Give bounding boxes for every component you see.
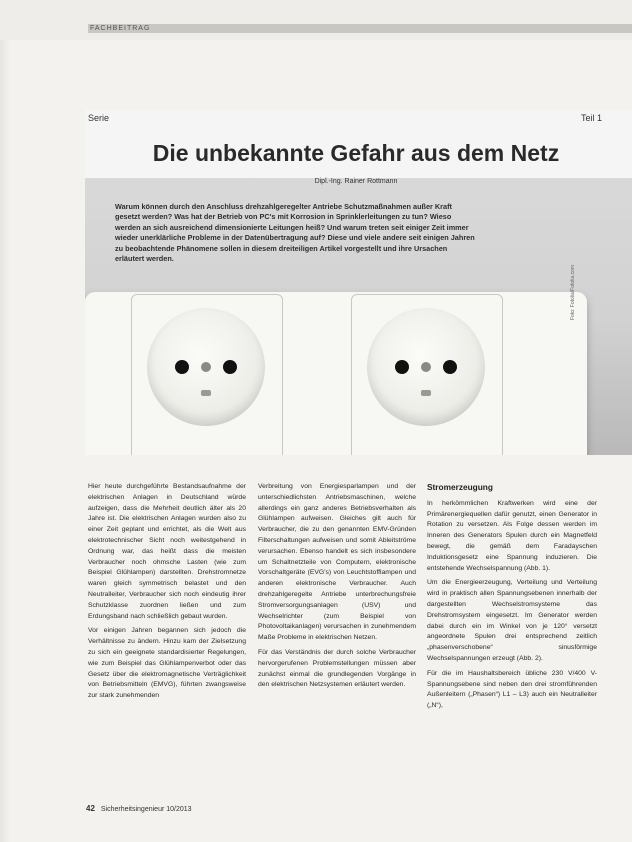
scan-edge bbox=[0, 40, 10, 842]
paragraph: In herkömmlichen Kraftwerken wird eine der Primärenergiequellen dafür genutzt, einen Generator in Rotation zu versetzen. Als Folge dessen werden im Inneren des Generators Spulen durch ein Magnetfeld bewegt, die gemäß dem Faradayschen Induktionsgesetz eine Spannung induzieren. Die entstehende Wechselspannung (Abb. 1). bbox=[427, 499, 597, 572]
page-number: 42 bbox=[86, 804, 95, 813]
article-author: Dipl.-Ing. Rainer Rottmann bbox=[314, 178, 398, 185]
text-column-1 bbox=[88, 482, 246, 706]
subheading: Stromerzeugung bbox=[427, 482, 493, 492]
socket-hole bbox=[175, 360, 189, 374]
socket-hole bbox=[443, 360, 457, 374]
socket-hole bbox=[395, 360, 409, 374]
part-label: Teil 1 bbox=[580, 113, 602, 123]
page-footer bbox=[86, 804, 192, 813]
paragraph: Vor einigen Jahren begannen sich jedoch die Verhältnisse zu ändern. Hinzu kam der Zielsetzung zu sich ein geeignete standardisierter Regelungen, wie zum Beispiel das Glühlampenverbot oder das Gesetz über die elektromagnetische Verträglichkeit von Betriebsmitteln (EMVG), führten zwangsweise zur stark zunehmenden bbox=[88, 627, 246, 700]
article-title: Die unbekannte Gefahr aus dem Netz bbox=[152, 140, 560, 166]
paragraph: Für die im Haushaltsbereich übliche 230 V/400 V-Spannungsebene sind neben den drei stromführenden Außenleitern („Phasen“) L1 – L3) auch ein Neutralleiter („N“), bbox=[427, 669, 597, 710]
publication-name: Sicherheitsingenieur 10/2013 bbox=[100, 806, 192, 813]
paragraph: Hier heute durchgeführte Bestandsaufnahme der elektrischen Anlagen in Deutschland würde aufzeigen, dass die Mehrheit deutlich älter als 20 Jahre ist. Die elektrischen Anlagen wurden also zu einer Zeit geplant und errichtet, als die Welt aus elektrotechnischer Sicht noch weitestgehend in Ordnung war, das heißt dass die meisten Verbraucher noch ohmsche Lasten (wie zum Beispiel Glühlampen) darstellten. Drehstromnetze waren gleich symmetrisch belastet und den Neutralleiter, Verbraucher sich noch eindeutig ihrer Schutzklasse zuordnen ließen und zum Erdungsband nach schließlich gebaut wurden. bbox=[88, 483, 246, 620]
socket-pin bbox=[421, 362, 431, 372]
photo-credit: Foto: Fotolia/Fotolia.com bbox=[570, 264, 576, 320]
socket-hole bbox=[223, 360, 237, 374]
series-label: Serie bbox=[88, 113, 110, 123]
socket-left bbox=[147, 308, 265, 426]
page-top-margin bbox=[0, 0, 632, 40]
section-tag bbox=[88, 24, 632, 33]
ground-contact bbox=[201, 390, 211, 396]
article-lead: Warum können durch den Anschluss drehzahlgeregelter Antriebe Schutzmaßnahmen außer Kraft gesetzt werden? Was hat der Betrieb von PC's mit Korrosion in Sprinklerleitungen zu tun? Wieso werden an sich ausreichend dimensionierte Leitungen heiß? Und warum treten seit einiger Zeit immer wieder unerklärliche Probleme in der Datenübertragung auf? Diese und viele andere seit einigen Jahren zu beobachtende Phänomene sollen in diesem dreiteiligen Artikel vorgestellt und ihre Ursachen erläutert werden. bbox=[115, 202, 475, 264]
section-tag-label: FACHBEITRAG bbox=[90, 25, 151, 32]
text-column-3 bbox=[427, 482, 597, 716]
paragraph: Für das Verständnis der durch solche Verbraucher hervorgerufenen Problemstellungen müssen aber zunächst einmal die grundlegenden Vorgänge in den elektrischen Netzsystemen erläutert werden. bbox=[258, 648, 416, 689]
socket-pin bbox=[201, 362, 211, 372]
text-column-2 bbox=[258, 482, 416, 695]
socket-right bbox=[367, 308, 485, 426]
ground-contact bbox=[421, 390, 431, 396]
paragraph: Verbreitung von Energiesparlampen und der unterschiedlichsten Antriebsmaschinen, welche allerdings ein ganz anderes Betriebsverhalten als Glühlampen aufweisen. Gleiches gilt auch für Verbraucher, die zu den genannten EMV-Gründen Filterschaltungen aufweisen und somit Ableitströme verursachen. Ebenso handelt es sich insbesondere um Schaltnetzteile von Computern, elektronische Vorschaltgeräte (EVG's) von Leuchtstofflampen und anderen elektronische Verbraucher. Auch drehzahlgeregelte Antriebe unterbrechungsfreie Stromversorgungsanlagen (USV) und Wechselrichter (zum Beispiel von Photovoltaikanlagen) verursachen in zunehmendem Maße Probleme in elektrischen Netzen. bbox=[258, 483, 416, 642]
paragraph: Um die Energieerzeugung, Verteilung und Verteilung wird in praktisch allen Spannungsebenen innerhalb der dargestellten Wechselstromsysteme das Drehstromsystem eingesetzt. Im Generator werden dabei durch ein im Winkel von je 120° versetzt angeordnete Spulen drei entsprechend zeitlich „phasenverschobene“ sinusförmige Wechselspannungen erzeugt (Abb. 2). bbox=[427, 579, 597, 662]
